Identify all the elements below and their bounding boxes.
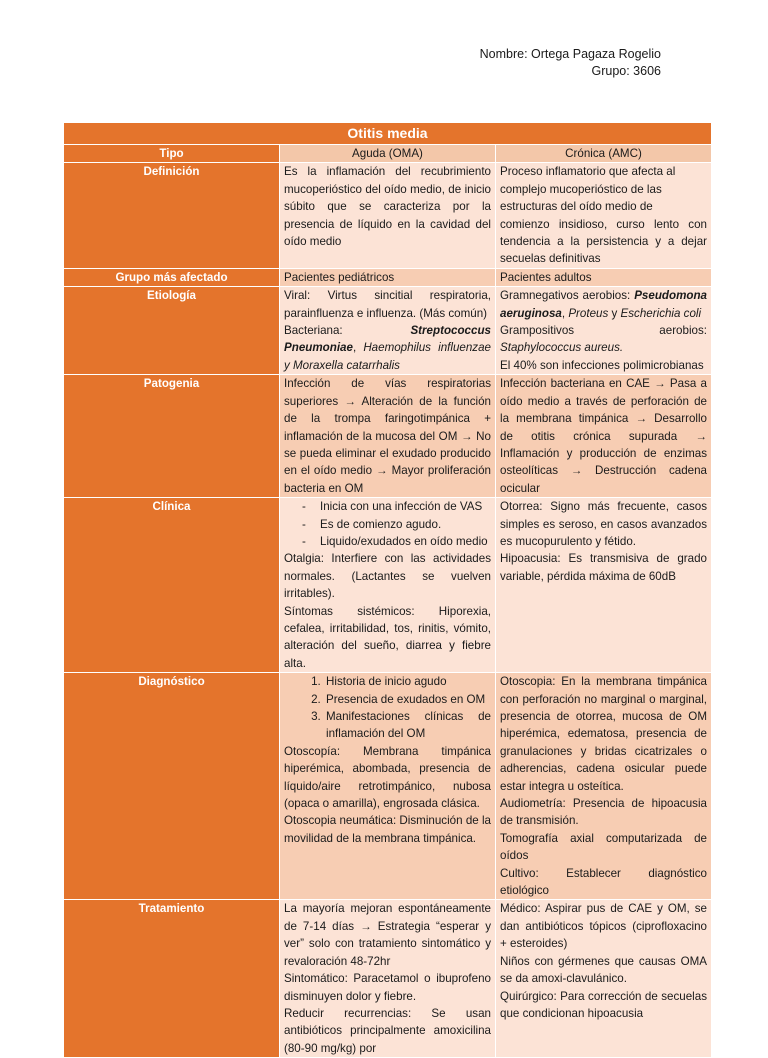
row-etiologia <box>64 287 712 375</box>
cell-line: Viral: Virtus sincitial respiratoria, parainfluenza e influenza. (Más común) <box>284 289 491 320</box>
row-label: Etiología <box>64 287 280 375</box>
cell-line: Hipoacusia: Es transmisiva de grado variable, pérdida máxima de 60dB <box>500 552 707 583</box>
row-label: Definición <box>64 163 280 268</box>
cell-aguda <box>280 498 496 673</box>
cell-line <box>500 287 707 322</box>
cell-line: Reducir recurrencias: Se usan antibióticos principalmente amoxicilina (80-90 mg/kg) por <box>284 1006 491 1055</box>
cell-cronica: Infección bacteriana en CAE → Pasa a oído medio a través de perforación de la membrana timpánica → Desarrollo de otitis crónica supurada → Inflamación y producción de enzimas osteolíticas → Destrucción cadena ocicular <box>496 375 712 498</box>
cell-line: El 40% son infecciones polimicrobianas <box>500 358 704 372</box>
list-item: - Inicia con una infección de VAS <box>324 498 491 515</box>
header-aguda: Aguda (OMA) <box>280 145 496 163</box>
student-name: Nombre: Ortega Pagaza Rogelio <box>479 47 661 61</box>
cell-aguda: Infección de vías respiratorias superiores → Alteración de la función de la trompa faringotimpánica + inflamación de la mucosa del OM → No se pueda eliminar el exudado producido en el oído medio → Mayor proliferación bacteria en OM <box>280 375 496 498</box>
cell-line: Audiometría: Presencia de hipoacusia de transmisión. <box>500 797 707 828</box>
cell-line <box>284 322 491 374</box>
row-grupo <box>64 268 712 286</box>
row-tratamiento <box>64 900 712 1058</box>
cell-cronica <box>496 163 712 268</box>
row-label: Diagnóstico <box>64 673 280 900</box>
cell-line: Otoscopia: En la membrana timpánica con perforación no marginal o marginal, presencia de otorrea, mucosa de OM hiperémica, edematosa, presencia de granulaciones y bridas cicatrizales o adherencias, cadena osicular puede estar integra u osteítica. <box>500 675 707 793</box>
cell-line: Síntomas sistémicos: Hiporexia, cefalea, irritabilidad, tos, rinitis, vómito, alteración del sueño, diarrea y fiebre alta. <box>284 604 491 670</box>
species-name: Haemophilus influenzae y Moraxella catarrhalis <box>284 341 491 372</box>
cell-line: Otalgia: Interfiere con las actividades normales. (Lactantes se vuelven irritables). <box>284 552 491 601</box>
row-clinica <box>64 498 712 673</box>
symptom-list <box>284 498 491 550</box>
cell-aguda: Es la inflamación del recubrimiento mucoperióstico del oído medio, de inicio súbito que se caracteriza por la presencia de líquido en la cavidad del oído medio <box>280 163 496 268</box>
list-item: - Es de comienzo agudo. <box>324 516 491 533</box>
cell-cronica <box>496 673 712 900</box>
row-definicion <box>64 163 712 268</box>
header-cronica: Crónica (AMC) <box>496 145 712 163</box>
list-item: 2. Presencia de exudados en OM <box>324 691 491 708</box>
table-title: Otitis media <box>64 123 712 145</box>
list-item: - Liquido/exudados en oído medio <box>324 533 491 550</box>
cell-line: comienzo insidioso, curso lento con tendencia a la persistencia y a dejar secuelas definitivas <box>500 217 707 266</box>
cell-line: Sintomático: Paracetamol o ibuprofeno disminuyen dolor y fiebre. <box>284 972 491 1003</box>
student-header <box>480 46 661 80</box>
species-name: Staphylococcus aureus. <box>500 341 624 355</box>
text-run: Grampositivos aerobios: <box>500 324 707 338</box>
row-label: Grupo más afectado <box>64 268 280 286</box>
text-run: , <box>352 341 364 355</box>
cell-line: Otoscopia neumática: Disminución de la movilidad de la membrana timpánica. <box>284 814 491 845</box>
list-item: 3. Manifestaciones clínicas de inflamación del OM <box>324 708 491 743</box>
text-run: Gramnegativos aerobios: <box>500 289 635 303</box>
row-patogenia <box>64 375 712 498</box>
cell-aguda <box>280 673 496 900</box>
species-name: Proteus <box>568 306 609 320</box>
cell-line: Médico: Aspirar pus de CAE y OM, se dan antibióticos tópicos (ciprofloxacino + esteroides) <box>500 902 707 951</box>
species-name: Pseudomona aeruginosa <box>500 289 707 320</box>
cell-line: estructuras del oído medio de <box>500 200 653 214</box>
list-item: 1. Historia de inicio agudo <box>324 673 491 690</box>
species-name: Streptococcus Pneumoniae <box>284 324 491 355</box>
cell-cronica <box>496 900 712 1058</box>
row-label: Clínica <box>64 498 280 673</box>
cell-line <box>500 322 707 357</box>
text-run: y <box>608 306 621 320</box>
cell-aguda <box>280 900 496 1058</box>
cell-line: Otorrea: Signo más frecuente, casos simples es seroso, en casos avanzados es mucopurulento y fétido. <box>500 500 707 548</box>
cell-line: Tomografía axial computarizada de oídos <box>500 831 707 863</box>
row-label: Patogenia <box>64 375 280 498</box>
row-diagnostico <box>64 673 712 900</box>
cell-line: Cultivo: Establecer diagnóstico etiológico <box>500 866 707 898</box>
header-tipo: Tipo <box>64 145 280 163</box>
diagnosis-list <box>284 673 491 743</box>
student-group: Grupo: 3606 <box>591 64 661 78</box>
cell-cronica <box>496 287 712 375</box>
cell-line: Niños con gérmenes que causas OMA se da amoxi-clavulánico. <box>500 954 707 986</box>
species-name: Escherichia coli <box>620 306 702 320</box>
otitis-media-table <box>63 122 712 1058</box>
row-label: Tratamiento <box>64 900 280 1058</box>
cell-aguda <box>280 287 496 375</box>
cell-line: Proceso inflamatorio que afecta al complejo mucoperióstico de las <box>500 165 676 196</box>
cell-cronica: Pacientes adultos <box>496 268 712 286</box>
cell-line: La mayoría mejoran espontáneamente de 7-14 días → Estrategia “esperar y ver” solo con tratamiento sintomático y revaloración 48-72hr <box>284 902 491 968</box>
text-run: , <box>561 306 569 320</box>
cell-line: Quirúrgico: Para corrección de secuelas que condicionan hipoacusia <box>500 989 707 1020</box>
cell-cronica <box>496 498 712 673</box>
cell-aguda: Pacientes pediátricos <box>280 268 496 286</box>
text-run: Bacteriana: <box>284 324 411 338</box>
cell-line: Otoscopía: Membrana timpánica hiperémica, abombada, presencia de líquido/aire retrotimpánico, nubosa (opaca o amarilla), engrosada clásica. <box>284 744 491 811</box>
